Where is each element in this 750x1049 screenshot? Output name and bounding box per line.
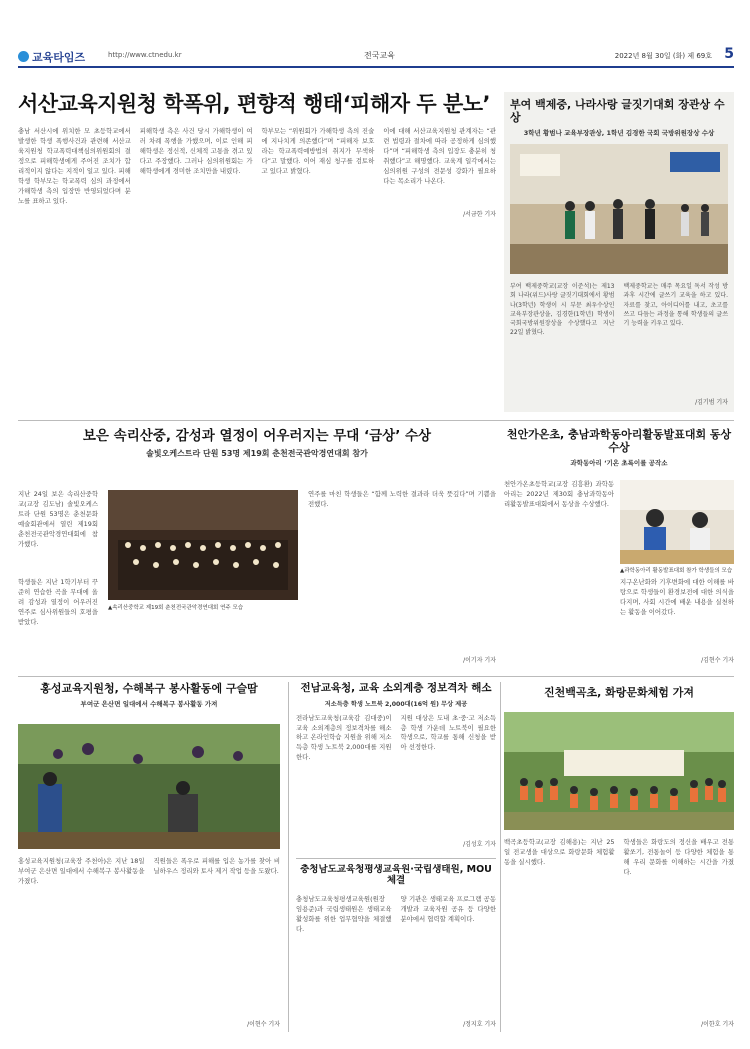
subheadline: 과학동아리 ‘기온 초록이를 공작소 [570,459,668,468]
site-url[interactable]: http://www.ctnedu.kr [108,51,182,59]
subheadline: 부여군 은산면 일대에서 수해복구 봉사활동 가져 [80,700,218,709]
logo [18,49,85,65]
award-ceremony-image [510,144,728,274]
article-chungnam-mou [296,864,496,1032]
culture-experience-image [504,712,734,830]
headline: 천안가온초, 충남과학동아리활동발표대회 동상 수상 [506,428,732,455]
headline: 부여 백제중, 나라사랑 글짓기대회 장관상 수상 [510,98,725,125]
byline: /서금한 기자 [463,210,496,218]
headline: 진천백곡초, 화랑문화체험 가져 [544,686,694,699]
article-body-col3: 학부모는 “위원회가 가해학생 측의 진술에 지나치게 의존했다”며 “피해자 보호라는 학교폭력예방법의 취지가 무색하다”고 말했다. 이어 재심 청구를 검토하고 있다고 밝혔다. [261,127,375,175]
article-body-col2: 학생들은 지난 1학기부터 꾸준히 연습한 곡을 무대에 올려 감성과 열정이 어우러진 연주로 심사위원들의 호평을 받았다. [18,578,98,626]
article-cheonan [504,428,734,668]
byline: /이현수 기자 [247,1021,280,1028]
article-body-col1: 홍성교육지원청(교육장 주천아)은 지난 18일 부여군 은산면 일대에서 수해복구 봉사활동을 가졌다. [18,857,145,885]
divider [18,676,734,677]
subheadline: 저소득층 학생 노트북 2,000대(16억 원) 무상 제공 [324,700,468,708]
article-body-col1: 천안가온초등학교(교장 김흥환) 과학동아리는 2022년 제30회 충남과학동아리활동발표대회에서 동상을 수상했다. [504,480,614,508]
byline: /정지호 기자 [463,1021,496,1028]
article-boeun [18,428,496,668]
page-number: 5 [724,46,734,62]
byline: /이한호 기자 [701,1021,734,1028]
article-body-col2: 양 기관은 생태교육 프로그램 공동 개발과 교육자원 공유 등 다양한 분야에서 협력할 계획이다. [400,894,496,923]
article-jeonnam [296,682,496,852]
divider [288,682,289,1032]
headline: 충청남도교육청평생교육원·국립생태원, MOU 체결 [300,864,492,887]
headline: 보은 속리산중, 감성과 열정이 어우러지는 무대 ‘금상’ 수상 [82,428,432,444]
divider [500,682,501,1032]
article-body-col2: 피해학생 측은 사건 당시 가해학생이 여러 차례 폭행을 가했으며, 이로 인해 피해학생은 정신적, 신체적 고통을 겪고 있다고 주장했다. 그러나 심의위원회는 가해학생에게 경미한 조치만을 내렸다. [139,127,253,175]
subheadline: 솔빛오케스트라 단원 53명 제19회 춘천전국관악경연대회 참가 [146,449,368,459]
divider [296,858,496,859]
article-body-col1: 백곡초등학교(교장 김해용)는 지난 25일 전교생을 대상으로 화랑문화 체험활동을 실시했다. [504,838,615,866]
article-body-col1: 전라남도교육청(교육감 김대중)이 교육 소외계층의 정보격차를 해소하고 온라인학습 지원을 위해 저소득층 학생 노트북 2,000대를 지원한다. [296,713,392,762]
byline: /김현수 기자 [701,657,734,664]
orchestra-image [108,490,298,600]
article-jincheon [504,682,734,1032]
article-body-col2: 백제중학교는 매주 목요일 독서 작성 방과후 시간에 글쓰기 교육을 하고 있다. 자료를 찾고, 아이디어를 내고, 초고를 쓰고 다듬는 과정을 통해 학생들의 글쓰기 능력을 키우고 있다. [623,283,728,328]
article-seosan [18,92,496,412]
section-name: 전국교육 [364,51,395,60]
headline: 전남교육청, 교육 소외계층 정보격차 해소 [300,682,492,694]
article-body-col1: 지난 24일 보은 속리산중학교(교장 김도남) 솔빛오케스트라 단원 53명은 춘천문화예술회관에서 열린 제19회 춘천전국관악경연대회에 참가했다. [18,490,98,548]
orchestra-photo [108,490,298,600]
photo-caption: ▲속리산중학교 제19회 춘천전국관악경연대회 연주 모습 [108,605,244,611]
award-photo [510,144,728,274]
volunteer-image [18,724,280,849]
byline: /김성호 기자 [463,841,496,848]
science-club-image [620,480,734,564]
byline: /김기범 기자 [695,399,728,406]
headline: 서산교육지원청 학폭위, 편향적 행태‘피해자 두 분노’ [18,92,490,116]
subheadline: 3학년 황범나 교육부장관상, 1학년 김경한 국회 국방위원장상 수상 [523,129,715,138]
article-body-col2: 지구온난화와 기후변화에 대한 이해를 바탕으로 학생들이 환경보전에 대한 의식을 다지며, 사회 시간에 배운 내용을 실천하는 활동을 이어갔다. [620,578,734,616]
article-body-col3: 연주를 마친 학생들은 “함께 노력한 결과라 더욱 뜻깊다”며 기쁨을 전했다. [308,490,496,508]
article-buyeo [504,92,734,412]
logo-icon [18,51,29,62]
byline: /이기자 기자 [463,657,496,664]
page-header [18,46,734,68]
article-body-col2: 지원 대상은 도내 초·중·고 저소득층 학생 가운데 노트북이 필요한 학생으로, 학교를 통해 신청을 받아 선정한다. [400,713,496,752]
article-hongseong [18,682,280,1032]
culture-experience-photo [504,712,734,830]
headline: 홍성교육지원청, 수해복구 봉사활동에 구슬땀 [40,682,258,695]
volunteer-photo [18,724,280,849]
logo-text: 교육타임즈 [32,51,86,64]
article-body-col2: 직원들은 폭우로 피해를 입은 농가를 찾아 비닐하우스 정리와 토사 제거 작업 등을 도왔다. [153,857,280,875]
article-body-col2: 학생들은 화랑도의 정신을 배우고 전통 활쏘기, 전통놀이 등 다양한 체험을 통해 우리 문화를 이해하는 시간을 가졌다. [623,838,734,876]
divider [18,420,734,421]
article-body-col1: 충남 서산시에 위치한 모 초등학교에서 발생한 학생 폭행사건과 관련해 서산교육지원청 학교폭력대책심의위원회의 결정으로 피해학생에게 주어진 조치가 합리적이지 않다는 지적이 일고 있다. 피해학생 학부모는 학교폭력 심의 과정에서 가해학생 측의 입장만 반영되었다며 분노를 표하고 있다. [18,127,131,205]
science-club-photo [620,480,734,564]
issue-date: 2022년 8월 30일 (화) 제 69호 [614,52,712,60]
photo-caption: ▲과학동아리 활동발표대회 참가 학생들의 모습 [620,568,733,574]
article-body-col4: 이에 대해 서산교육지원청 관계자는 “관련 법령과 절차에 따라 공정하게 심의했다”며 “피해학생 측의 입장도 충분히 청취했다”고 해명했다. 교육계 일각에서는 심의위원 구성의 전문성 강화가 필요하다는 목소리가 나온다. [383,127,496,185]
article-body-col1: 부여 백제중학교(교장 이준석)는 제13회 나라(위드)사랑 글짓기대회에서 황범나(3학년) 학생이 시 부문 최우수상인 교육부장관상을, 김경한(1학년) 학생이 국회국방위원장상을 수상했다고 지난 22일 밝혔다. [510,283,615,337]
article-body-col1: 충청남도교육청평생교육원(원장 임용준)과 국립생태원은 생태교육 활성화를 위한 업무협약을 체결했다. [296,894,392,933]
